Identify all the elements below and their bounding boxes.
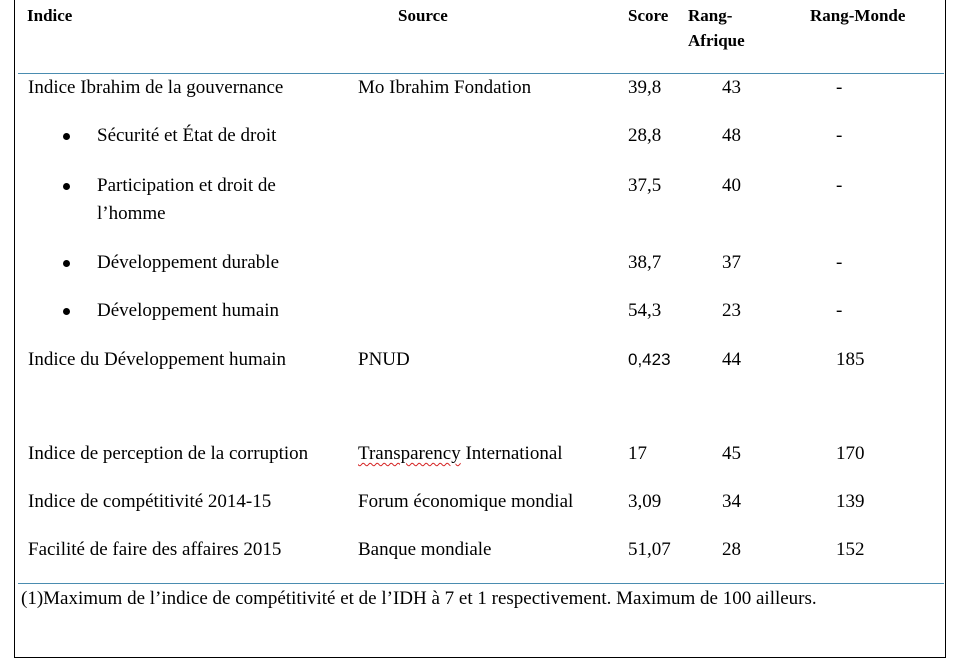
row-1-rang-afrique: 48 [722,125,741,146]
row-2-score: 37,5 [628,175,662,196]
bullet-icon [63,183,70,190]
row-4-score: 54,3 [628,300,662,321]
row-5-rang-monde: 185 [836,349,865,370]
row-1-rang-monde: - [836,125,843,146]
row-6-score: 17 [628,443,647,464]
row-5-source: PNUD [358,349,410,370]
row-6-indice: Indice de perception de la corruption [28,443,309,464]
row-6-rang-afrique: 45 [722,443,741,464]
header-rang-afrique-line2: Afrique [688,31,745,50]
footnote: (1)Maximum de l’indice de compétitivité et de l’IDH à 7 et 1 respectivement. Maximum de 100 ailleurs. [21,588,817,609]
row-0-rang-monde: - [836,77,843,98]
row-1-indice: Sécurité et État de droit [97,125,277,146]
header-rang-afrique-line1: Rang- [688,6,733,25]
row-8-rang-afrique: 28 [722,539,741,560]
row-3-score: 38,7 [628,252,662,273]
row-3-indice: Développement durable [97,252,280,273]
row-0-indice: Indice Ibrahim de la gouvernance [28,77,284,98]
row-8-rang-monde: 152 [836,539,865,560]
row-0-rang-afrique: 43 [722,77,741,98]
row-6-source-part2: International [460,443,563,464]
header-indice: Indice [27,6,73,25]
row-6-source-part1: Transparency [358,443,461,464]
row-7-source: Forum économique mondial [358,491,574,512]
row-5-rang-afrique: 44 [722,349,741,370]
row-6-source [358,440,563,468]
header-score: Score [628,6,669,25]
row-8-score: 51,07 [628,539,671,560]
bullet-icon [63,308,70,315]
row-3-rang-afrique: 37 [722,252,741,273]
row-8-indice: Facilité de faire des affaires 2015 [28,539,282,560]
row-7-score: 3,09 [628,491,662,512]
row-4-rang-monde: - [836,300,843,321]
row-2-rang-afrique: 40 [722,175,741,196]
header-source: Source [398,6,448,25]
row-4-indice: Développement humain [97,300,280,321]
row-2-indice-line1: Participation et droit de [97,175,276,196]
footer-divider [18,583,944,584]
row-7-rang-monde: 139 [836,491,865,512]
row-5-indice: Indice du Développement humain [28,349,287,370]
row-3-rang-monde: - [836,252,843,273]
row-0-score: 39,8 [628,77,662,98]
row-5-score: 0,423 [628,350,671,369]
row-8-source: Banque mondiale [358,539,492,560]
bullet-icon [63,133,70,140]
row-4-rang-afrique: 23 [722,300,741,321]
row-6-rang-monde: 170 [836,443,865,464]
row-0-source: Mo Ibrahim Fondation [358,77,532,98]
row-7-indice: Indice de compétitivité 2014-15 [28,491,272,512]
row-7-rang-afrique: 34 [722,491,741,512]
header-rang-monde: Rang-Monde [810,6,906,25]
row-2-indice-line2: l’homme [97,203,166,224]
row-1-score: 28,8 [628,125,662,146]
row-2-rang-monde: - [836,175,843,196]
bullet-icon [63,260,70,267]
